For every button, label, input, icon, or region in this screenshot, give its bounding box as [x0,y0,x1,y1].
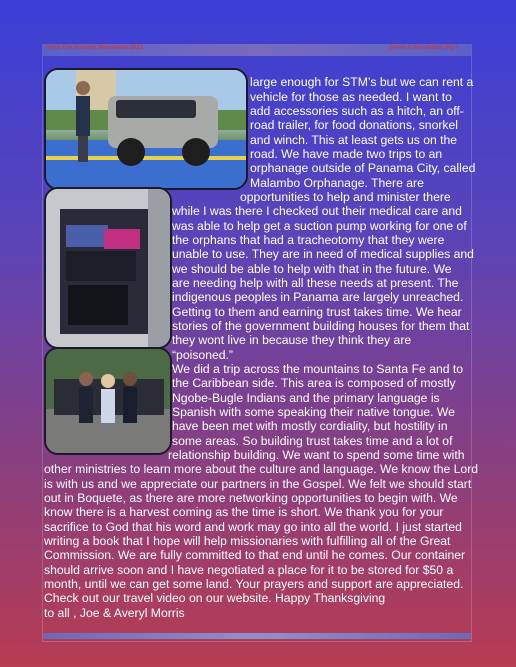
body-text-line: they wont live in because they think they are [172,333,412,347]
body-text-line: indigenous peoples in Panama are largely unreached. [172,290,464,304]
body-text-line: is with us and we appreciate our partners in the Gospel. We felt we should start [44,477,472,491]
body-text-line: while I was there I checked out their medical care and [172,204,462,218]
group-photo-icon [46,349,170,453]
header-left-text: Feed The Nations Newsletter 2022 [46,45,144,51]
body-text-line: we should be able to help with that in the future. We [172,262,452,276]
body-text-line: road trailer, for food donations, snorkel [250,118,458,132]
body-text-line: road. We have made two trips to an [250,147,443,161]
body-text-line: add accessories such as a hitch, an off- [250,104,464,118]
body-text-line: Malambo Orphanage. There are [250,176,424,190]
body-text-line: relationship building. We want to spend some time with [168,448,465,462]
body-text-line: opportunities to help and minister there [240,190,451,204]
cargo-photo-icon [46,189,170,347]
body-text-line: large enough for STM’s but we can rent a [250,75,474,89]
header-right-text: Serve in the Nation Pg 2 [389,45,458,51]
body-text-line: sacrifice to God that his word and work may go into all the world. I just started [44,520,462,534]
loaded-vehicle-photo [44,187,172,349]
body-text-line: have been met with mostly cordiality, but hostility in [172,419,448,433]
body-text-line: Commission. We are fully committed to that end until he comes. Our container [44,548,466,562]
body-text-line: was able to help get a suction pump working for one of [172,219,467,233]
body-text-line: the orphans that had a tracheotomy that they were [172,233,445,247]
body-text-line: are needing help with all these needs at present. The [172,276,459,290]
body-text-line: other ministries to learn more about the culture and language. We know the Lord [44,462,479,476]
body-text-line: “poisoned.” [172,348,233,362]
body-text-line: stories of the government building houses for them that [172,319,470,333]
body-text-line: the Caribbean side. This area is composed of mostly [172,376,456,390]
body-text-line: orphanage outside of Panama City, called [250,161,476,175]
body-text-line: should arrive soon and I have negotiated a place for it to be stored for $50 a [44,563,454,577]
body-text-line: unable to use. They are in need of medical supplies and [172,247,474,261]
vehicle-photo [44,68,248,190]
body-text-line: know there is a harvest coming as the time is short. We thank you for your [44,505,444,519]
body-text-line: month, until we can get some land. Your prayers and support are appreciated. [44,577,464,591]
body-text-line: Getting to them and earning trust takes time. We hear [172,305,462,319]
body-text-line: writing a book that I hope will help missionaries with fulfilling all of the Great [44,534,451,548]
body-text-line: out in Boquete, as there are more networking opportunities to begin with. We [44,491,458,505]
footer-bar [43,633,471,639]
body-text-line: We did a trip across the mountains to Santa Fe and to [172,362,464,376]
body-text-line: to all , Joe & Averyl Morris [44,606,185,620]
body-text-line: Ngobe-Bugle Indians and the primary language is [172,391,440,405]
body-text-line: Spanish with some speaking their native tongue. We [172,405,455,419]
body-text-line: and winch. This at least gets us on the [250,133,458,147]
body-text-line: Check out our travel video on our website. Happy Thanksgiving [44,591,386,605]
vehicle-photo-icon [46,70,246,188]
body-text-line: some areas. So building trust takes time and a lot of [172,434,453,448]
body-text-line: vehicle for those as needed. I want to [250,90,452,104]
group-photo [44,347,172,455]
